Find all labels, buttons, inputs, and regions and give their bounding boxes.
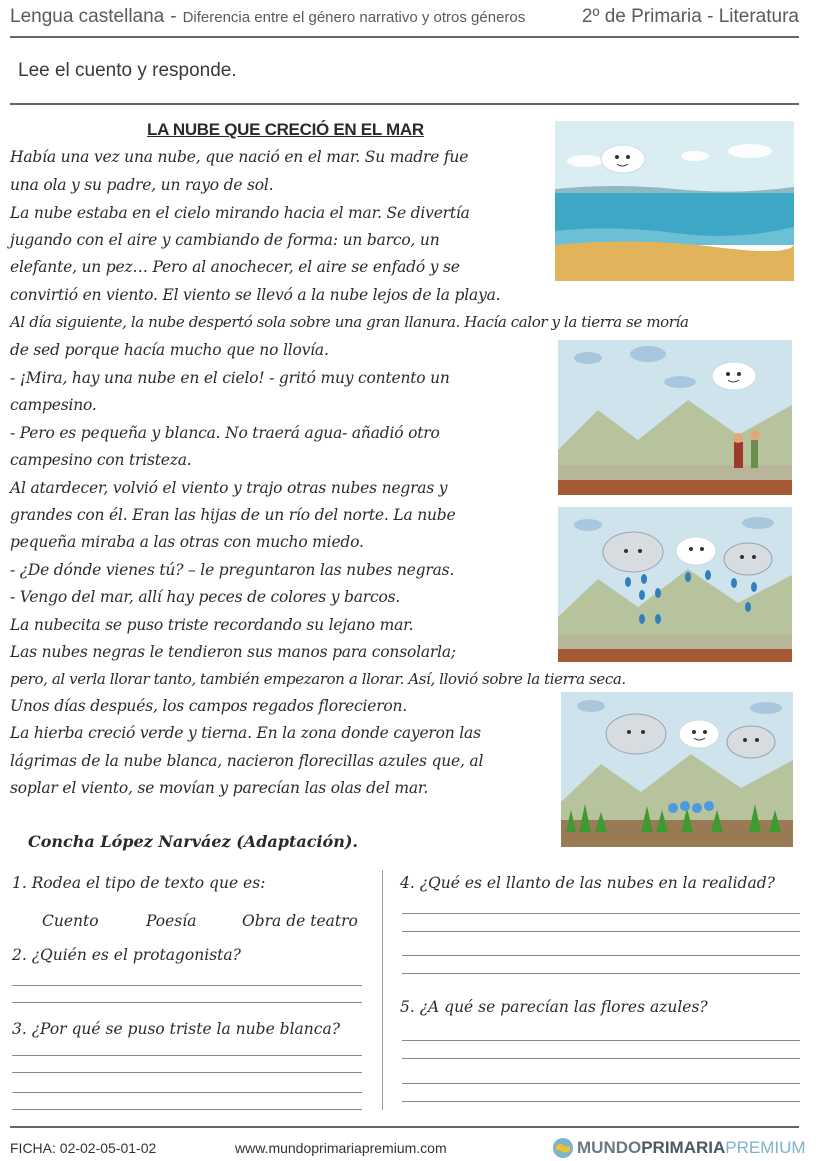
- story-line: de sed porque hacía mucho que no llovía.: [10, 341, 329, 359]
- story-line: convirtió en viento. El viento se llevó a la nube lejos de la playa.: [10, 286, 501, 304]
- topic-label: Diferencia entre el género narrativo y otros géneros: [182, 9, 526, 26]
- story-line: La nubecita se puso triste recordando su lejano mar.: [10, 616, 414, 634]
- story-line: campesino con tristeza.: [10, 451, 192, 469]
- story-line: elefante, un pez… Pero al anochecer, el aire se enfadó y se: [10, 258, 460, 276]
- header-separator: -: [170, 6, 177, 27]
- website-url[interactable]: www.mundoprimariapremium.com: [235, 1140, 447, 1156]
- answer-line[interactable]: [12, 1055, 362, 1056]
- question-5: 5. ¿A qué se parecían las flores azules?: [400, 998, 708, 1016]
- answer-line[interactable]: [402, 973, 800, 974]
- footer-rule: [10, 1126, 799, 1128]
- brand-word-mundo: MUNDO: [577, 1138, 642, 1157]
- option-poesia[interactable]: Poesía: [146, 912, 197, 930]
- answer-line[interactable]: [12, 1092, 362, 1093]
- question-4: 4. ¿Qué es el llanto de las nubes en la realidad?: [400, 874, 775, 892]
- story-line: pequeña miraba a las otras con mucho miedo.: [10, 533, 364, 551]
- brand-logo: [552, 1137, 806, 1159]
- story-line: grandes con él. Eran las hijas de un río del norte. La nube: [10, 506, 456, 524]
- answer-line[interactable]: [12, 1002, 362, 1003]
- subject-label: Lengua castellana: [10, 6, 165, 27]
- answer-line[interactable]: [12, 1109, 362, 1110]
- story-line: pero, al verla llorar tanto, también empezaron a llorar. Así, llovió sobre la tierra seca.: [10, 670, 626, 688]
- story-line: La nube estaba en el cielo mirando hacia el mar. Se divertía: [10, 204, 470, 222]
- instruction: Lee el cuento y responde.: [18, 60, 237, 81]
- rain-illustration: [558, 507, 792, 662]
- header-rule: [10, 36, 799, 38]
- story-title: LA NUBE QUE CRECIÓ EN EL MAR: [147, 120, 424, 139]
- story-line: Unos días después, los campos regados florecieron.: [10, 697, 408, 715]
- story-line: soplar el viento, se movían y parecían las olas del mar.: [10, 779, 429, 797]
- story-line: lágrimas de la nube blanca, nacieron florecillas azules que, al: [10, 752, 484, 770]
- story-line: - ¡Mira, hay una nube en el cielo! - gritó muy contento un: [10, 369, 450, 387]
- grade-label: 2º de Primaria - Literatura: [581, 6, 799, 27]
- flowers-illustration: [561, 692, 793, 847]
- crying-cloud-icon: [606, 714, 666, 754]
- worksheet-header: [10, 6, 799, 32]
- story-line: Al atardecer, volvió el viento y trajo otras nubes negras y: [10, 479, 448, 497]
- option-obra-de-teatro[interactable]: Obra de teatro: [242, 912, 358, 930]
- story-line: La hierba creció verde y tierna. En la zona donde cayeron las: [10, 724, 481, 742]
- smiling-cloud-icon: [712, 362, 756, 390]
- story-author: Concha López Narváez (Adaptación).: [28, 832, 358, 851]
- crying-cloud-icon: [676, 537, 716, 565]
- story-line: - ¿De dónde vienes tú? – le preguntaron las nubes negras.: [10, 561, 455, 579]
- question-2: 2. ¿Quién es el protagonista?: [12, 946, 241, 964]
- column-divider: [382, 870, 383, 1110]
- crying-cloud-icon: [603, 532, 663, 572]
- answer-line[interactable]: [402, 955, 800, 956]
- globe-icon: [552, 1137, 574, 1159]
- story-line: - Vengo del mar, allí hay peces de colores y barcos.: [10, 588, 401, 606]
- story-line: Al día siguiente, la nube despertó sola sobre una gran llanura. Hacía calor y la tierra se moría: [10, 313, 689, 331]
- question-3: 3. ¿Por qué se puso triste la nube blanca?: [12, 1020, 340, 1038]
- answer-line[interactable]: [402, 1101, 800, 1102]
- farmers-illustration: [558, 340, 792, 495]
- crying-cloud-icon: [727, 726, 775, 758]
- option-cuento[interactable]: Cuento: [42, 912, 99, 930]
- answer-line[interactable]: [12, 985, 362, 986]
- brand-word-primaria: PRIMARIA: [641, 1138, 726, 1157]
- story-line: campesino.: [10, 396, 97, 414]
- answer-line[interactable]: [402, 1040, 800, 1041]
- question-1: 1. Rodea el tipo de texto que es:: [12, 874, 266, 892]
- answer-line[interactable]: [402, 1058, 800, 1059]
- story-line: una ola y su padre, un rayo de sol.: [10, 176, 274, 194]
- story-line: - Pero es pequeña y blanca. No traerá agua- añadió otro: [10, 424, 440, 442]
- answer-line[interactable]: [12, 1072, 362, 1073]
- answer-line[interactable]: [402, 1083, 800, 1084]
- instruction-rule: [10, 103, 799, 105]
- brand-word-premium: PREMIUM: [725, 1138, 806, 1157]
- beach-illustration: [555, 121, 794, 281]
- story-line: Las nubes negras le tendieron sus manos para consolarla;: [10, 643, 456, 661]
- ficha-code: FICHA: 02-02-05-01-02: [10, 1140, 157, 1156]
- answer-line[interactable]: [402, 931, 800, 932]
- smiling-cloud-icon: [679, 720, 719, 748]
- story-line: jugando con el aire y cambiando de forma: un barco, un: [10, 231, 440, 249]
- crying-cloud-icon: [724, 543, 772, 575]
- story-line: Había una vez una nube, que nació en el mar. Su madre fue: [10, 148, 469, 166]
- smiling-cloud-icon: [601, 145, 645, 173]
- answer-line[interactable]: [402, 913, 800, 914]
